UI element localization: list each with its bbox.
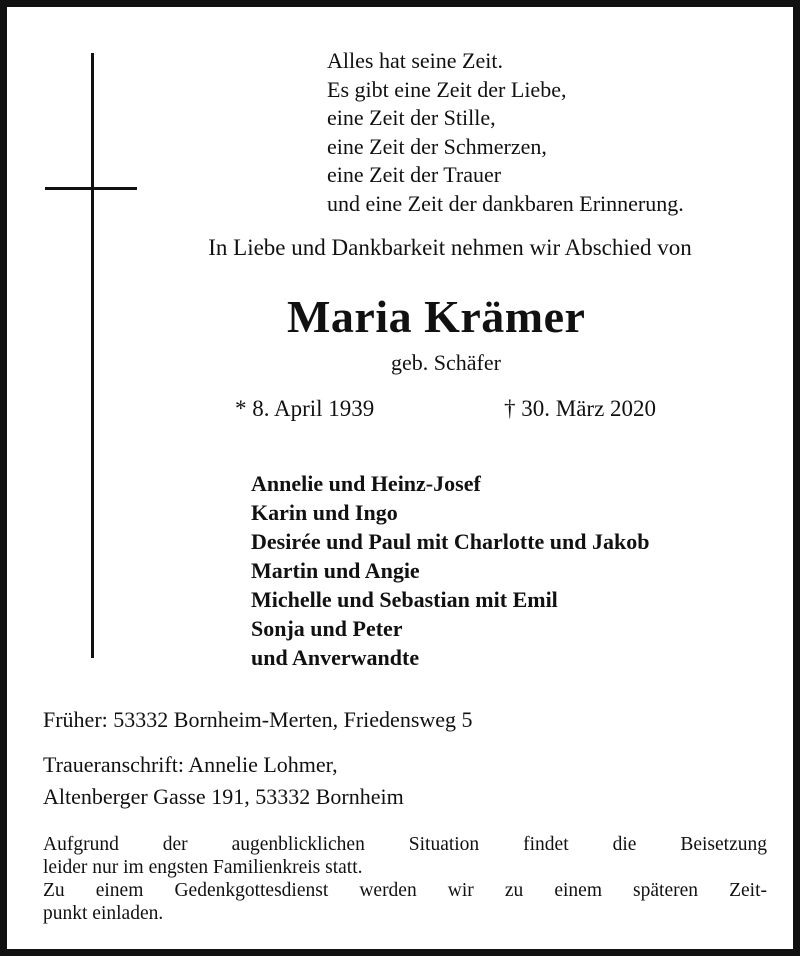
notice-line: leider nur im engsten Familienkreis statt. [43,857,363,878]
poem-line: Es gibt eine Zeit der Liebe, [327,76,567,102]
mourner-line: Desirée und Paul mit Charlotte und Jakob [251,529,650,554]
birth-date: * 8. April 1939 [235,396,375,421]
intro-text [7,235,793,261]
intro-line: In Liebe und Dankbarkeit nehmen wir Abschied von [208,235,692,260]
mourning-address [43,749,404,813]
cross-bar [45,187,137,190]
former-address: Früher: 53332 Bornheim-Merten, Friedensweg 5 [43,707,473,732]
birth-name: geb. Schäfer [391,350,501,375]
mourner-line: Annelie und Heinz-Josef [251,471,481,496]
poem [327,47,684,218]
notice [43,833,767,925]
mourner-line: Michelle und Sebastian mit Emil [251,587,558,612]
poem-line: eine Zeit der Schmerzen, [327,133,547,159]
mourning-address-line1: Traueranschrift: Annelie Lohmer, [43,752,338,777]
notice-line: punkt einladen. [43,903,164,924]
mourners-list [251,469,649,672]
cross-icon [91,53,94,658]
poem-line: eine Zeit der Trauer [327,162,502,187]
poem-line: Alles hat seine Zeit. [327,48,503,73]
notice-line: Zu einem Gedenkgottesdienst werden wir zu einem späteren Zeit- [43,880,767,901]
mourner-line: und Anverwandte [251,645,420,670]
notice-line: Aufgrund der augenblicklichen Situation findet die Beisetzung [43,834,767,855]
mourner-line: Karin und Ingo [251,500,398,525]
poem-line: eine Zeit der Stille, [327,105,496,130]
death-date: † 30. März 2020 [504,396,657,421]
mourning-address-line2: Altenberger Gasse 191, 53332 Bornheim [43,784,404,809]
deceased-name: Maria Krämer [287,291,586,342]
poem-line: und eine Zeit der dankbaren Erinnerung. [327,190,684,216]
mourner-line: Sonja und Peter [251,616,403,641]
mourner-line: Martin und Angie [251,558,420,583]
